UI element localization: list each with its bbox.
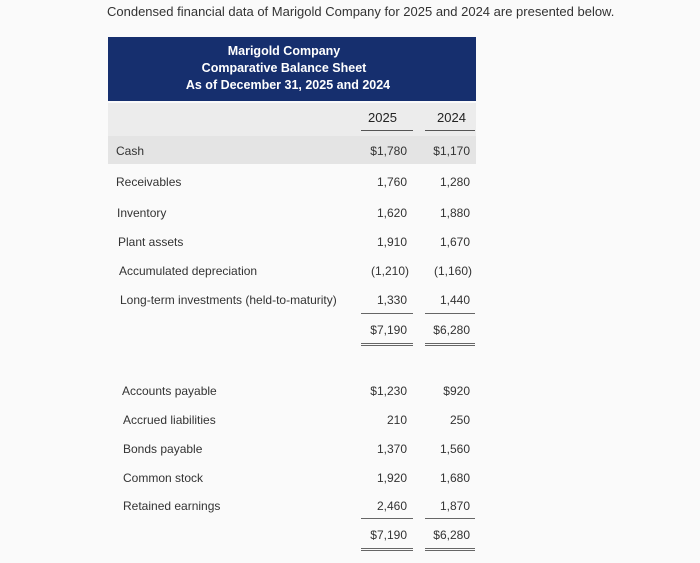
subtotal-rule — [425, 313, 475, 314]
assets-total-2025: $7,190 — [370, 323, 407, 337]
liability-value-2025: 1,920 — [376, 471, 407, 485]
asset-value-2024: 1,440 — [439, 293, 470, 307]
total-double-rule — [425, 343, 475, 346]
asset-value-2025: $1,780 — [370, 144, 407, 158]
liability-value-2025: 210 — [386, 413, 407, 427]
asset-label: Receivables — [116, 175, 182, 189]
asset-value-2025: 1,330 — [376, 293, 407, 307]
year-underline — [361, 130, 413, 131]
subtotal-rule — [361, 518, 413, 519]
asset-value-2024: 1,670 — [439, 235, 470, 249]
liability-label: Common stock — [123, 471, 204, 485]
liability-value-2024: 1,680 — [439, 471, 470, 485]
liabilities-total-2025: $7,190 — [370, 528, 407, 542]
liability-value-2024: $920 — [443, 384, 470, 398]
asset-value-2025: 1,760 — [376, 175, 407, 189]
total-double-rule — [361, 343, 413, 346]
liability-label: Accounts payable — [122, 384, 217, 398]
total-double-rule — [361, 548, 413, 551]
statement-header — [108, 37, 476, 101]
asset-value-2024: (1,160) — [433, 264, 472, 278]
year-2024-header: 2024 — [437, 110, 466, 125]
liability-value-2024: 1,870 — [439, 499, 470, 513]
asset-value-2025: (1,210) — [370, 264, 409, 278]
assets-total-2024: $6,280 — [433, 323, 470, 337]
asset-value-2025: 1,620 — [376, 206, 407, 220]
liability-value-2024: 250 — [449, 413, 470, 427]
statement-date: As of December 31, 2025 and 2024 — [185, 78, 391, 92]
year-underline — [425, 130, 475, 131]
asset-label: Accumulated depreciation — [119, 264, 258, 278]
year-2025-header: 2025 — [368, 110, 397, 125]
company-name: Marigold Company — [227, 44, 341, 58]
asset-value-2025: 1,910 — [376, 235, 407, 249]
total-double-rule — [425, 548, 475, 551]
asset-value-2024: $1,170 — [433, 144, 470, 158]
years-header-band — [108, 103, 476, 136]
intro-text: Condensed financial data of Marigold Company for 2025 and 2024 are presented below. — [107, 4, 615, 19]
asset-label: Inventory — [117, 206, 167, 220]
liability-label: Bonds payable — [123, 442, 203, 456]
liability-value-2025: 1,370 — [376, 442, 407, 456]
liability-value-2025: $1,230 — [370, 384, 407, 398]
asset-value-2024: 1,280 — [439, 175, 470, 189]
asset-value-2024: 1,880 — [439, 206, 470, 220]
liability-label: Accrued liabilities — [123, 413, 216, 427]
liability-value-2025: 2,460 — [376, 499, 407, 513]
subtotal-rule — [425, 518, 475, 519]
statement-title: Comparative Balance Sheet — [201, 61, 367, 75]
asset-label: Plant assets — [118, 235, 184, 249]
liabilities-total-2024: $6,280 — [433, 528, 470, 542]
liability-value-2024: 1,560 — [439, 442, 470, 456]
asset-label: Cash — [116, 144, 145, 158]
subtotal-rule — [361, 313, 413, 314]
asset-label: Long-term investments (held-to-maturity) — [120, 293, 337, 307]
liability-label: Retained earnings — [123, 499, 221, 513]
